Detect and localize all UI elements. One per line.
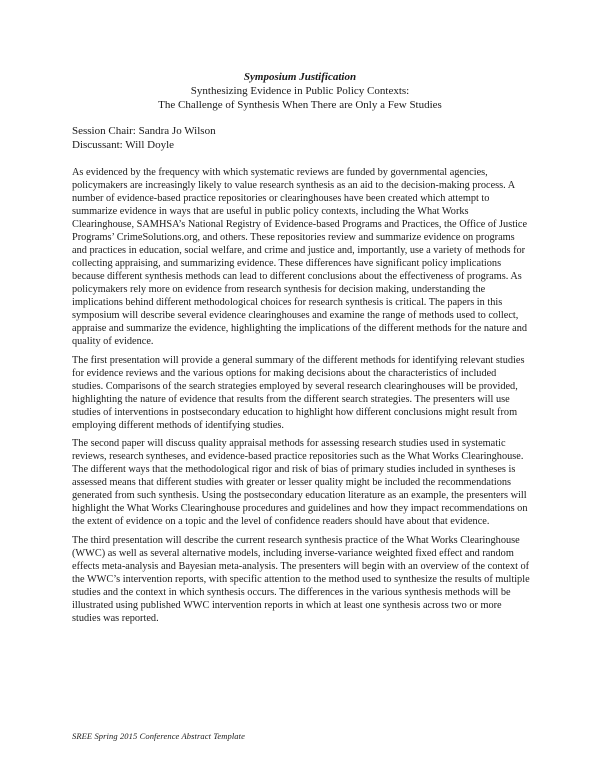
session-chair: Session Chair: Sandra Jo Wilson <box>72 125 216 137</box>
document-subtitle-line-2: The Challenge of Synthesis When There are Only a Few Studies <box>158 99 442 111</box>
body-paragraph-intro: As evidenced by the frequency with which systematic reviews are funded by governmental agencies, policymakers are increasingly likely to value research synthesis as an aid to the decision-making process. A number of evidence-based practice repositories or clearinghouses have been created which attempt to summarize evidence in ways that are useful in public policy contexts, including the What Works Clearinghouse, SAMHSA’s National Registry of Evidence-based Programs and Practices, the Office of Justice Programs’ CrimeSolutions.org, and others. These repositories review and summarize evidence on programs and practices in education, social welfare, and crime and justice and, importantly, use a variety of methods for collecting appraising, and summarizing evidence. These differences have significant policy implications because different synthesis methods can lead to different conclusions about the effectiveness of programs. As policymakers rely more on evidence from research synthesis for decision making, understanding the implications behind different methodological choices for research synthesis is critical. The papers in this symposium will describe several evidence clearinghouses and examine the range of methods used to collect, appraise and summarize the evidence, highlighting the implications of the different methods for the nature and quality of evidence. <box>72 167 528 347</box>
page-footer: SREE Spring 2015 Conference Abstract Template <box>72 731 245 741</box>
document-header <box>72 70 528 112</box>
body-paragraph-second-paper: The second paper will discuss quality appraisal methods for assessing research studies used in systematic reviews, research syntheses, and evidence-based practice repositories such as the What Works Clearinghouse. The different ways that the methodological rigor and risk of bias of primary studies included in syntheses is assessed means that different studies with greater or lesser quality might be included the recommendations generated from such synthesis. Using the postsecondary education literature as an example, the presenters will highlight the What Works Clearinghouse procedures and guidelines and how they impact recommendations on the extent of evidence on a topic and the level of confidence readers should have about that evidence. <box>72 438 528 527</box>
body-paragraph-third-presentation: The third presentation will describe the current research synthesis practice of the What Works Clearinghouse (WWC) as well as several alternative models, including inverse-variance weighted fixed effect and random effects meta-analysis and Bayesian meta-analysis. The presenters will begin with an overview of the context of the WWC’s intervention reports, with specific attention to the method used to synthesize the results of multiple studies and the context in which synthesis occurs. The differences in the various synthesis methods will be illustrated using published WWC intervention reports in which at least one synthesis across two or more studies was reported. <box>72 534 530 624</box>
document-subtitle-line-1: Synthesizing Evidence in Public Policy Contexts: <box>190 85 410 97</box>
session-discussant: Discussant: Will Doyle <box>72 139 175 151</box>
session-info <box>72 124 528 152</box>
body-paragraph-first-presentation: The first presentation will provide a general summary of the different methods for identifying relevant studies for evidence reviews and the various options for making decisions about the characteristics of included studies. Comparisons of the search strategies employed by several research clearinghouses will be provided, highlighting the nature of evidence that results from the different search strategies. The presenters will use studies of interventions in postsecondary education to highlight how different conclusions might result from employing different methods of identifying studies. <box>72 354 525 431</box>
document-title: Symposium Justification <box>243 71 357 83</box>
document-body <box>72 166 530 630</box>
